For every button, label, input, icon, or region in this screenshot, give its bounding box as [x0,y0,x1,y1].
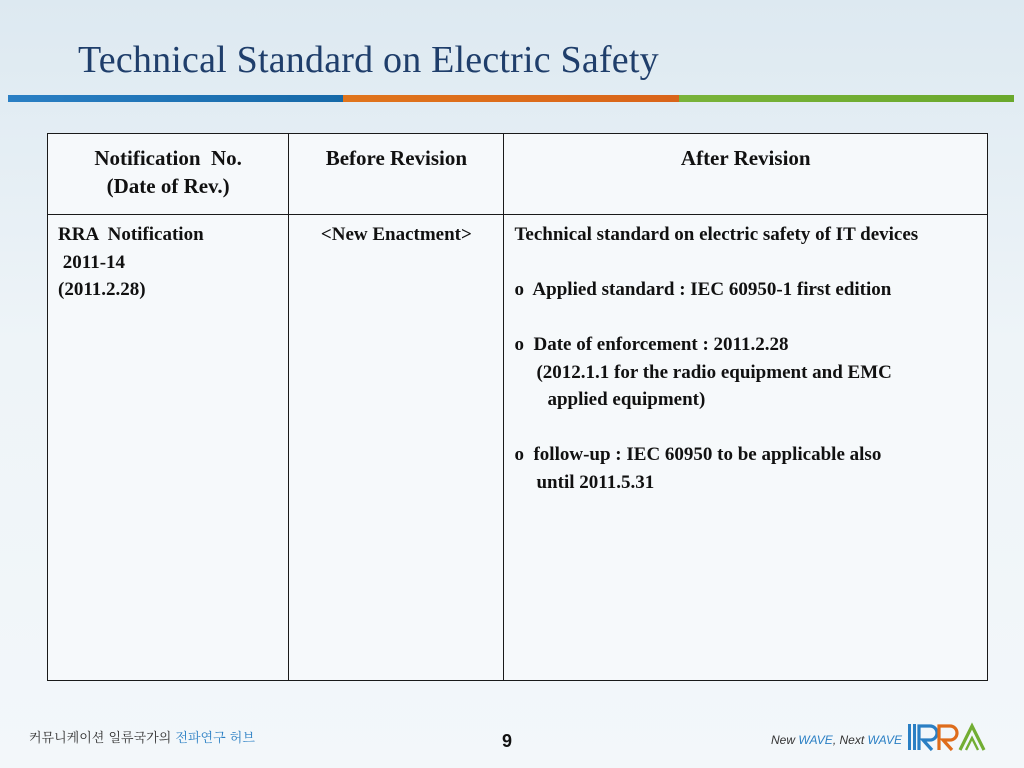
page-number: 9 [502,731,513,751]
table-header-row [48,134,988,215]
slogan-wave-2: WAVE [867,733,902,747]
header-after-revision: After Revision [504,134,988,215]
slide-title: Technical Standard on Electric Safety [78,39,659,81]
notification-line3: (2011.2.28) [58,279,146,300]
header-notification-line1: Notification No. [94,146,242,170]
footer-korean-text: 커뮤니케이션 일류국가의 [29,731,176,746]
header-notification-no [48,134,289,215]
footer-korean-tagline [29,727,255,746]
rule-segment-blue [8,95,343,102]
header-notification-line2: (Date of Rev.) [106,174,230,198]
footer-korean-accent: 전파연구 허브 [175,731,255,746]
slogan-next: , Next [832,733,868,747]
notification-line1: RRA Notification [58,224,204,245]
after-item-enforcement-detail1: (2012.1.1 for the radio equipment and EMC [536,361,892,383]
slogan-wave-1: WAVE [798,733,833,747]
revision-table [47,133,988,681]
rra-logo-icon [908,722,992,752]
after-item-follow-up-detail: until 2011.5.31 [536,471,655,493]
slogan-new: New [771,733,799,747]
title-rule [8,95,1014,102]
after-item-applied-standard: o Applied standard : IEC 60950-1 first edition [514,279,892,300]
notification-line2: 2011-14 [58,251,126,273]
table-row [48,215,988,681]
header-before-revision: Before Revision [289,134,504,215]
footer-slogan [771,733,902,747]
after-intro: Technical standard on electric safety of IT devices [514,224,919,245]
rra-logo-graphic [908,722,992,752]
after-item-follow-up: o follow-up : IEC 60950 to be applicable also [514,444,882,465]
after-item-enforcement: o Date of enforcement : 2011.2.28 [514,334,789,355]
cell-before-revision: <New Enactment> [289,215,504,681]
cell-after-revision [504,215,988,681]
after-item-enforcement-detail2: applied equipment) [547,389,706,410]
rule-segment-orange [343,95,678,102]
cell-notification [48,215,289,681]
rule-segment-green [679,95,1014,102]
